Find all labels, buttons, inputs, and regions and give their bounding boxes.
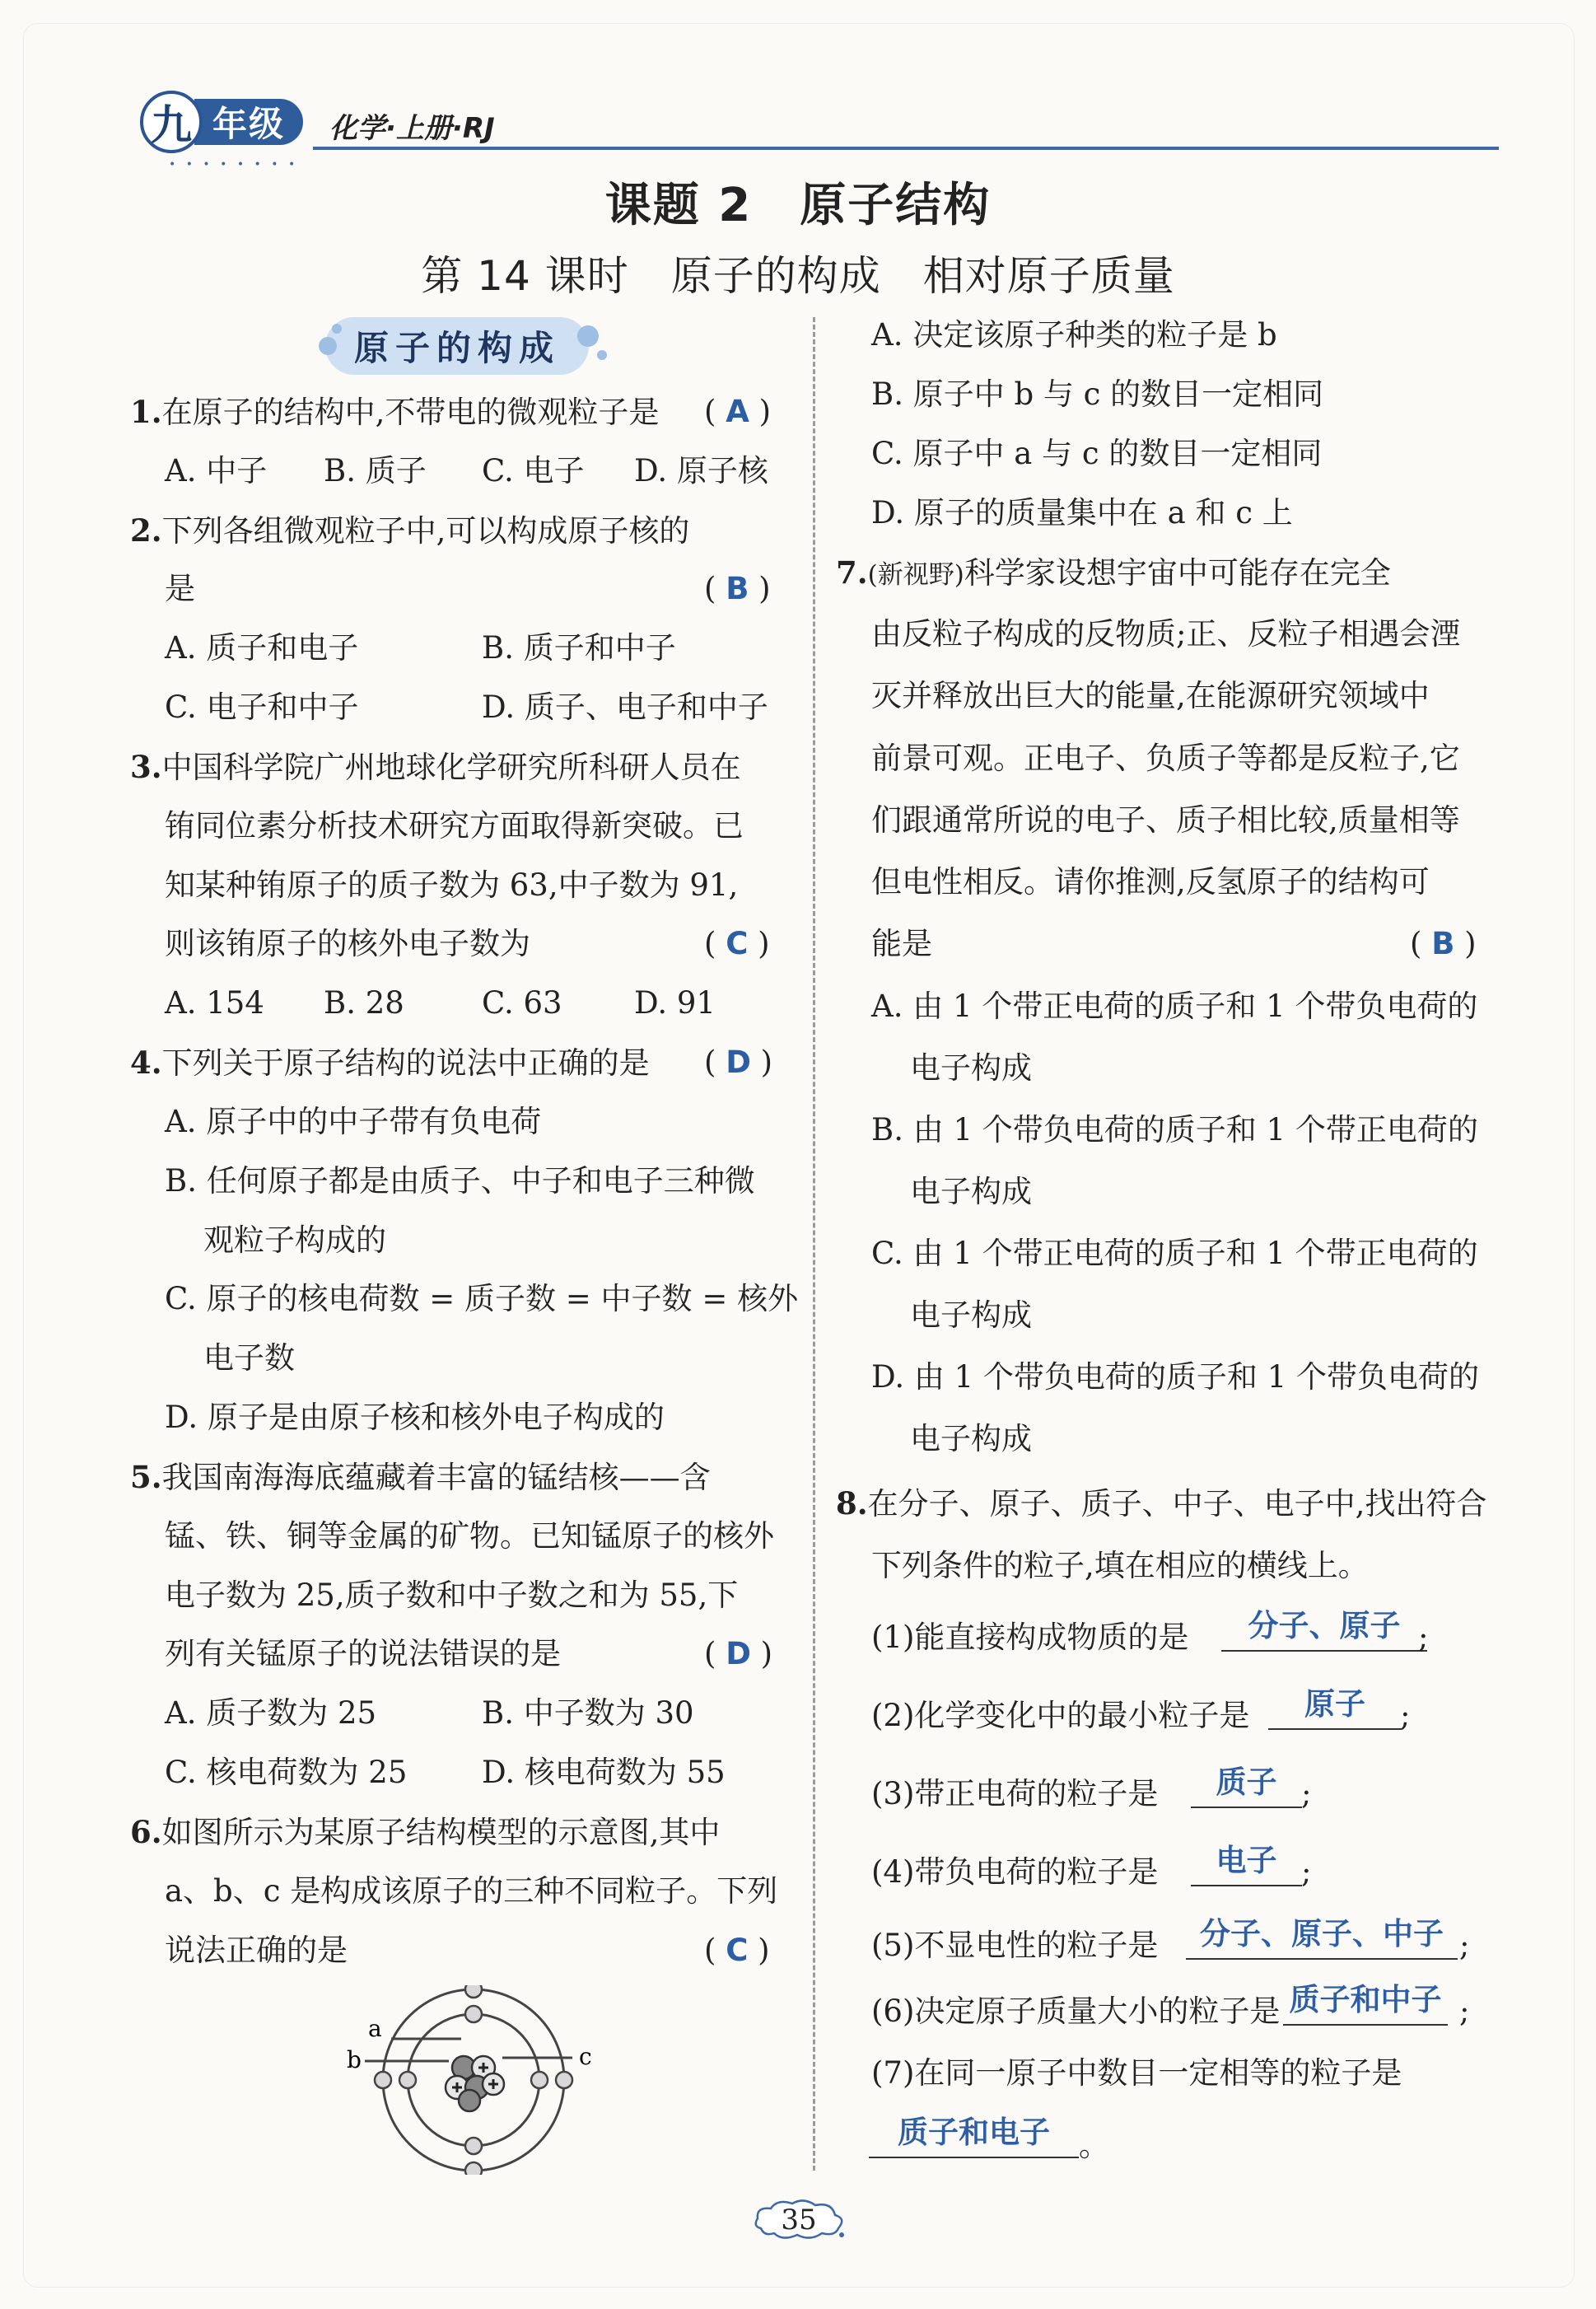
question-5 bbox=[130, 1456, 711, 1498]
option-a: A. 中子 bbox=[165, 453, 268, 488]
electron bbox=[465, 2138, 482, 2154]
answer-q5: ( D ) bbox=[704, 1636, 773, 1671]
fill-item-label: (4)带负电荷的粒子是 bbox=[871, 1854, 1159, 1890]
electron bbox=[556, 2072, 572, 2088]
fill-item-label: (1)能直接构成物质的是 bbox=[871, 1620, 1189, 1655]
punctuation: ; bbox=[1400, 1698, 1411, 1733]
option-c: C. 由 1 个带正电荷的质子和 1 个带正电荷的 bbox=[871, 1236, 1478, 1271]
question-stem-cont: 锰、铁、铜等金属的矿物。已知锰原子的核外 bbox=[165, 1518, 774, 1554]
answer-letter: B bbox=[726, 571, 749, 606]
question-stem-cont: 铕同位素分析技术研究方面取得新突破。已 bbox=[165, 808, 744, 844]
answer-letter: D bbox=[726, 1636, 751, 1671]
section-label-text: 原子的构成 bbox=[353, 328, 560, 368]
fill-blank[interactable] bbox=[1283, 1983, 1448, 2026]
question-stem-cont: 是 bbox=[165, 571, 195, 606]
answer-q1: ( A ) bbox=[704, 394, 772, 429]
option-d-cont: 电子构成 bbox=[910, 1421, 1032, 1456]
question-stem-cont: 列有关锰原子的说法错误的是 bbox=[165, 1636, 561, 1671]
bubble-icon bbox=[577, 325, 599, 347]
question-stem-cont: 则该铕原子的核外电子数为 bbox=[165, 926, 530, 961]
section-label bbox=[325, 317, 589, 375]
fill-answer: 分子、原子、中子 bbox=[1200, 1916, 1444, 1951]
answer-q3: ( C ) bbox=[704, 926, 770, 961]
bubble-icon bbox=[319, 337, 337, 355]
label-c: c bbox=[579, 2043, 592, 2070]
question-stem-cont: 由反粒子构成的反物质;正、反粒子相遇会湮 bbox=[871, 616, 1461, 652]
answer-q7: ( B ) bbox=[1410, 926, 1477, 961]
question-stem: 我国南海海底蕴藏着丰富的锰结核——含 bbox=[161, 1460, 711, 1495]
punctuation: ; bbox=[1301, 1776, 1312, 1811]
electron bbox=[465, 2162, 482, 2175]
question-tag: (新视野) bbox=[867, 560, 964, 590]
lesson-title: 课题 2 原子结构 bbox=[604, 179, 992, 232]
question-stem: 科学家设想宇宙中可能存在完全 bbox=[964, 555, 1391, 591]
electron bbox=[399, 2072, 416, 2088]
fill-item-label: (3)带正电荷的粒子是 bbox=[871, 1776, 1159, 1811]
option-c: C. 电子和中子 bbox=[165, 689, 359, 725]
neutron bbox=[459, 2090, 480, 2111]
option-b-cont: 电子构成 bbox=[910, 1174, 1032, 1209]
option-b: B. 28 bbox=[324, 985, 404, 1021]
question-3 bbox=[130, 746, 741, 788]
question-stem-cont: 灭并释放出巨大的能量,在能源研究领域中 bbox=[871, 678, 1430, 713]
bubble-icon bbox=[597, 350, 607, 360]
option-b: B. 原子中 b 与 c 的数目一定相同 bbox=[871, 376, 1324, 412]
question-stem: 中国科学院广州地球化学研究所科研人员在 bbox=[161, 750, 741, 785]
punctuation: ; bbox=[1301, 1854, 1312, 1890]
answer-q4: ( D ) bbox=[704, 1045, 773, 1080]
option-c-cont: 电子数 bbox=[203, 1340, 295, 1376]
grade-number: 九 bbox=[140, 91, 203, 153]
answer-letter: C bbox=[726, 1933, 749, 1968]
option-c: C. 核电荷数为 25 bbox=[165, 1755, 408, 1790]
option-d: D. 质子、电子和中子 bbox=[482, 689, 768, 725]
fill-answer: 质子 bbox=[1216, 1764, 1277, 1800]
answer-letter: B bbox=[1431, 926, 1455, 961]
lesson-subtitle: 第 14 课时 原子的构成 相对原子质量 bbox=[421, 252, 1175, 300]
option-c: C. 原子的核电荷数 = 质子数 = 中子数 = 核外 bbox=[165, 1281, 799, 1316]
question-6 bbox=[130, 1811, 720, 1853]
question-stem-cont: 前景可观。正电子、负质子等都是反粒子,它 bbox=[871, 741, 1460, 776]
fill-answer: 电子 bbox=[1216, 1843, 1277, 1878]
fill-blank[interactable] bbox=[1191, 1765, 1302, 1808]
question-stem: 如图所示为某原子结构模型的示意图,其中 bbox=[161, 1815, 721, 1850]
grade-badge bbox=[140, 91, 303, 153]
header-rule bbox=[313, 147, 1499, 150]
question-number: 3. bbox=[130, 749, 162, 785]
option-b: B. 中子数为 30 bbox=[482, 1695, 694, 1731]
answer-q6: ( C ) bbox=[704, 1933, 770, 1968]
option-d: D. 原子的质量集中在 a 和 c 上 bbox=[871, 495, 1293, 531]
option-d: D. 由 1 个带负电荷的质子和 1 个带负电荷的 bbox=[871, 1359, 1479, 1395]
option-b: B. 由 1 个带负电荷的质子和 1 个带正电荷的 bbox=[871, 1112, 1478, 1147]
option-b: B. 任何原子都是由质子、中子和电子三种微 bbox=[165, 1163, 755, 1199]
page-number bbox=[749, 2195, 848, 2245]
option-a: A. 154 bbox=[165, 985, 264, 1021]
fill-blank[interactable] bbox=[869, 2115, 1079, 2158]
punctuation: ; bbox=[1459, 1993, 1470, 2029]
option-d: D. 91 bbox=[634, 985, 716, 1021]
electron bbox=[465, 1985, 482, 1998]
label-b: b bbox=[347, 2046, 362, 2073]
question-number: 4. bbox=[130, 1045, 162, 1081]
fill-blank[interactable] bbox=[1268, 1687, 1402, 1730]
question-number: 2. bbox=[130, 512, 162, 549]
question-number: 6. bbox=[130, 1814, 162, 1850]
answer-letter: C bbox=[726, 926, 749, 961]
option-d: D. 核电荷数为 55 bbox=[482, 1755, 726, 1790]
electron bbox=[531, 2072, 548, 2088]
question-stem-cont: a、b、c 是构成该原子的三种不同粒子。下列 bbox=[165, 1873, 778, 1909]
punctuation: ; bbox=[1459, 1928, 1470, 1963]
option-d: D. 原子是由原子核和核外电子构成的 bbox=[165, 1400, 665, 1435]
fill-answer: 分子、原子 bbox=[1248, 1608, 1401, 1643]
header-dots: • • • • • • • • bbox=[169, 158, 299, 171]
option-b-cont: 观粒子构成的 bbox=[203, 1222, 386, 1258]
grade-word: 年级 bbox=[194, 99, 303, 145]
question-number: 5. bbox=[130, 1459, 162, 1495]
option-a: A. 质子和电子 bbox=[165, 630, 359, 666]
label-a: a bbox=[368, 2015, 382, 2042]
subject-label: 化学·上册·RJ bbox=[329, 112, 495, 145]
punctuation: 。 bbox=[1079, 2128, 1109, 2163]
electron bbox=[465, 2006, 482, 2022]
option-a: A. 质子数为 25 bbox=[165, 1695, 377, 1731]
question-number: 8. bbox=[836, 1485, 868, 1521]
option-a: A. 由 1 个带正电荷的质子和 1 个带负电荷的 bbox=[871, 989, 1478, 1024]
question-number: 1. bbox=[130, 394, 162, 430]
question-stem: 在原子的结构中,不带电的微观粒子是 bbox=[161, 395, 660, 430]
question-4 bbox=[130, 1042, 650, 1084]
fill-blank[interactable] bbox=[1191, 1844, 1302, 1886]
question-stem-cont: 说法正确的是 bbox=[165, 1933, 348, 1968]
question-2 bbox=[130, 510, 689, 552]
question-7 bbox=[836, 552, 1391, 596]
question-stem-cont: 下列条件的粒子,填在相应的横线上。 bbox=[871, 1548, 1369, 1583]
question-number: 7. bbox=[836, 554, 868, 591]
answer-q2: ( B ) bbox=[704, 571, 771, 606]
atom-model-diagram bbox=[342, 1985, 605, 2175]
option-c: C. 原子中 a 与 c 的数目一定相同 bbox=[871, 436, 1323, 471]
bubble-icon bbox=[332, 324, 342, 334]
fill-blank[interactable] bbox=[1186, 1917, 1458, 1960]
punctuation: ; bbox=[1418, 1620, 1429, 1655]
fill-blank[interactable] bbox=[1221, 1609, 1427, 1652]
question-1 bbox=[130, 391, 659, 433]
question-stem-cont: 但电性相反。请你推测,反氢原子的结构可 bbox=[871, 864, 1430, 900]
column-divider bbox=[813, 317, 815, 2171]
question-stem: 下列各组微观粒子中,可以构成原子核的 bbox=[161, 513, 690, 549]
question-stem-cont: 知某种铕原子的质子数为 63,中子数为 91, bbox=[165, 867, 739, 903]
question-stem-cont: 电子数为 25,质子数和中子数之和为 55,下 bbox=[165, 1578, 739, 1613]
fill-item-label: (5)不显电性的粒子是 bbox=[871, 1928, 1159, 1963]
fill-answer: 质子和中子 bbox=[1289, 1982, 1442, 2017]
fill-answer: 质子和电子 bbox=[898, 2115, 1050, 2150]
electron bbox=[375, 2072, 391, 2088]
question-stem: 在分子、原子、质子、中子、电子中,找出符合 bbox=[867, 1486, 1487, 1521]
question-8 bbox=[836, 1483, 1486, 1525]
fill-item-label: (6)决定原子质量大小的粒子是 bbox=[871, 1993, 1281, 2029]
option-c-cont: 电子构成 bbox=[910, 1297, 1032, 1333]
question-stem-cont: 们跟通常所说的电子、质子相比较,质量相等 bbox=[871, 802, 1460, 838]
fill-item-label: (2)化学变化中的最小粒子是 bbox=[871, 1698, 1250, 1733]
option-a-cont: 电子构成 bbox=[910, 1050, 1032, 1086]
option-b: B. 质子 bbox=[324, 453, 427, 488]
option-c: C. 63 bbox=[482, 985, 562, 1021]
page-number-text: 35 bbox=[781, 2204, 817, 2237]
option-b: B. 质子和中子 bbox=[482, 630, 676, 666]
answer-letter: D bbox=[726, 1045, 751, 1080]
answer-letter: A bbox=[726, 394, 749, 429]
fill-answer: 原子 bbox=[1304, 1686, 1365, 1722]
fill-item-label: (7)在同一原子中数目一定相等的粒子是 bbox=[871, 2055, 1402, 2091]
option-a: A. 决定该原子种类的粒子是 b bbox=[871, 317, 1277, 353]
question-stem-cont: 能是 bbox=[871, 926, 932, 961]
option-d: D. 原子核 bbox=[634, 453, 768, 488]
option-c: C. 电子 bbox=[482, 453, 585, 488]
question-stem: 下列关于原子结构的说法中正确的是 bbox=[161, 1045, 650, 1081]
option-a: A. 原子中的中子带有负电荷 bbox=[165, 1104, 542, 1139]
